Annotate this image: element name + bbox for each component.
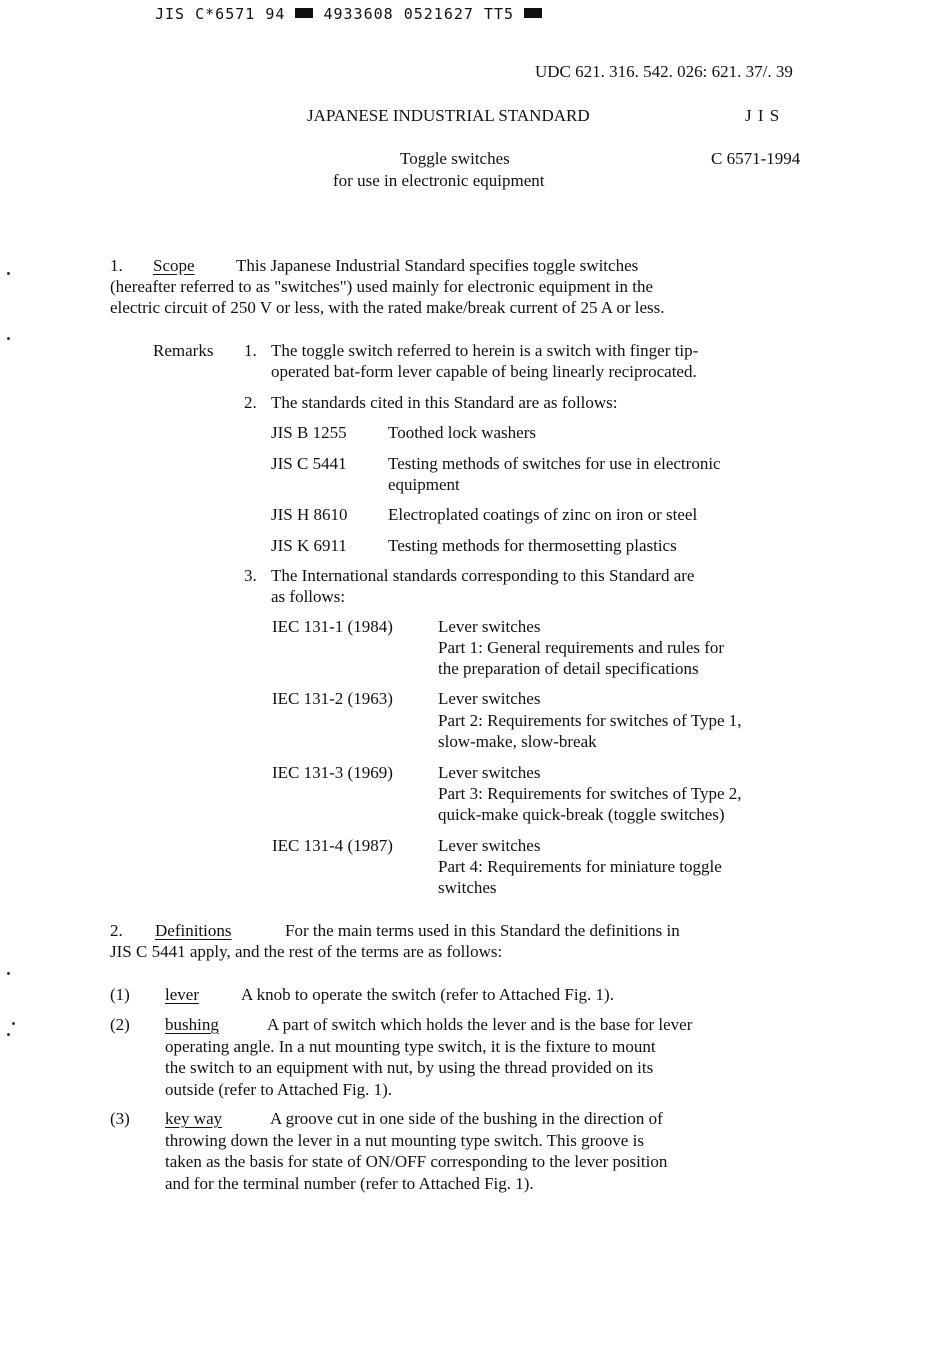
- cited-standard-title: Testing methods of switches for use in electronic: [388, 454, 721, 473]
- remark-text: operated bat-form lever capable of being linearly reciprocated.: [271, 362, 697, 381]
- definitions-text-line: For the main terms used in this Standard the definitions in: [285, 921, 680, 940]
- definition-text: taken as the basis for state of ON/OFF corresponding to the lever position: [165, 1152, 668, 1171]
- definition-text: operating angle. In a nut mounting type switch, it is the fixture to mount: [165, 1037, 656, 1056]
- scan-dot: [7, 337, 10, 340]
- cited-standard-code: JIS C 5441: [271, 454, 347, 473]
- remark-number: 3.: [244, 566, 257, 585]
- iec-standard-title: Lever switches: [438, 617, 541, 636]
- iec-standard-title: Part 1: General requirements and rules for: [438, 638, 725, 657]
- title-line-1: Toggle switches: [400, 149, 510, 168]
- jis-mark: J I S: [745, 106, 781, 125]
- definition-text: the switch to an equipment with nut, by using the thread provided on its: [165, 1058, 654, 1077]
- definition-text: and for the terminal number (refer to Attached Fig. 1).: [165, 1174, 534, 1193]
- iec-standard-title: Part 4: Requirements for miniature toggle: [438, 857, 722, 876]
- definition-number: (1): [110, 985, 130, 1004]
- iec-standard-title: Lever switches: [438, 836, 541, 855]
- remark-text: The International standards corresponding to this Standard are: [271, 566, 695, 585]
- iec-standard-code: IEC 131-3 (1969): [272, 763, 393, 782]
- cited-standard-title: Toothed lock washers: [388, 423, 536, 442]
- remark-text: The standards cited in this Standard are as follows:: [271, 393, 618, 412]
- scope-text-line: This Japanese Industrial Standard specifies toggle switches: [236, 256, 639, 275]
- standard-organization: JAPANESE INDUSTRIAL STANDARD: [307, 106, 590, 125]
- cited-standard-code: JIS B 1255: [271, 423, 347, 442]
- scope-text-line: electric circuit of 250 V or less, with the rated make/break current of 25 A or less.: [110, 298, 665, 317]
- remark-number: 1.: [244, 341, 257, 360]
- cited-standard-title: equipment: [388, 475, 460, 494]
- scan-dot: [7, 972, 10, 975]
- definition-term: key way: [165, 1109, 223, 1128]
- section-heading: Definitions: [155, 921, 232, 940]
- remark-text: as follows:: [271, 587, 346, 606]
- scope-text-line: (hereafter referred to as "switches") used mainly for electronic equipment in the: [110, 277, 654, 296]
- remarks-label: Remarks: [153, 341, 214, 360]
- iec-standard-code: IEC 131-2 (1963): [272, 689, 393, 708]
- standard-number: C 6571-1994: [711, 149, 801, 168]
- iec-standard-title: quick-make quick-break (toggle switches): [438, 805, 725, 824]
- iec-standard-title: slow-make, slow-break: [438, 732, 597, 751]
- remark-number: 2.: [244, 393, 257, 412]
- section-number: 2.: [110, 921, 123, 940]
- definition-text: throwing down the lever in a nut mounting type switch. This groove is: [165, 1131, 644, 1150]
- iec-standard-code: IEC 131-1 (1984): [272, 617, 393, 636]
- definition-text: A part of switch which holds the lever and is the base for lever: [267, 1015, 693, 1034]
- definition-number: (2): [110, 1015, 130, 1034]
- block-mark: [295, 8, 313, 18]
- iec-standard-code: IEC 131-4 (1987): [272, 836, 393, 855]
- section-number: 1.: [110, 256, 123, 275]
- document-code-header: [155, 5, 542, 23]
- iec-standard-title: Part 2: Requirements for switches of Type 1,: [438, 711, 742, 730]
- section-heading: Scope: [153, 256, 195, 275]
- cited-standard-title: Electroplated coatings of zinc on iron or steel: [388, 505, 698, 524]
- iec-standard-title: the preparation of detail specifications: [438, 659, 699, 678]
- cited-standard-title: Testing methods for thermosetting plastics: [388, 536, 677, 555]
- cited-standard-code: JIS K 6911: [271, 536, 347, 555]
- scan-dot: [7, 1033, 10, 1036]
- iec-standard-title: Lever switches: [438, 763, 541, 782]
- document-code-part1: JIS C*6571 94: [155, 5, 286, 23]
- scan-dot: [7, 272, 10, 275]
- block-mark: [524, 8, 542, 18]
- iec-standard-title: Lever switches: [438, 689, 541, 708]
- document-code-part2: 4933608 0521627 TT5: [323, 5, 515, 23]
- definitions-text-line: JIS C 5441 apply, and the rest of the terms are as follows:: [110, 942, 503, 961]
- iec-standard-title: Part 3: Requirements for switches of Type 2,: [438, 784, 742, 803]
- scan-dot: [12, 1022, 15, 1025]
- iec-standard-title: switches: [438, 878, 497, 897]
- definition-number: (3): [110, 1109, 130, 1128]
- definition-text: outside (refer to Attached Fig. 1).: [165, 1080, 393, 1099]
- title-line-2: for use in electronic equipment: [333, 171, 545, 190]
- definition-text: A knob to operate the switch (refer to Attached Fig. 1).: [241, 985, 614, 1004]
- definition-term: bushing: [165, 1015, 219, 1034]
- remark-text: The toggle switch referred to herein is a switch with finger tip-: [271, 341, 699, 360]
- cited-standard-code: JIS H 8610: [271, 505, 348, 524]
- udc-classification: UDC 621. 316. 542. 026: 621. 37/. 39: [535, 62, 793, 81]
- definition-term: lever: [165, 985, 199, 1004]
- definition-text: A groove cut in one side of the bushing in the direction of: [270, 1109, 663, 1128]
